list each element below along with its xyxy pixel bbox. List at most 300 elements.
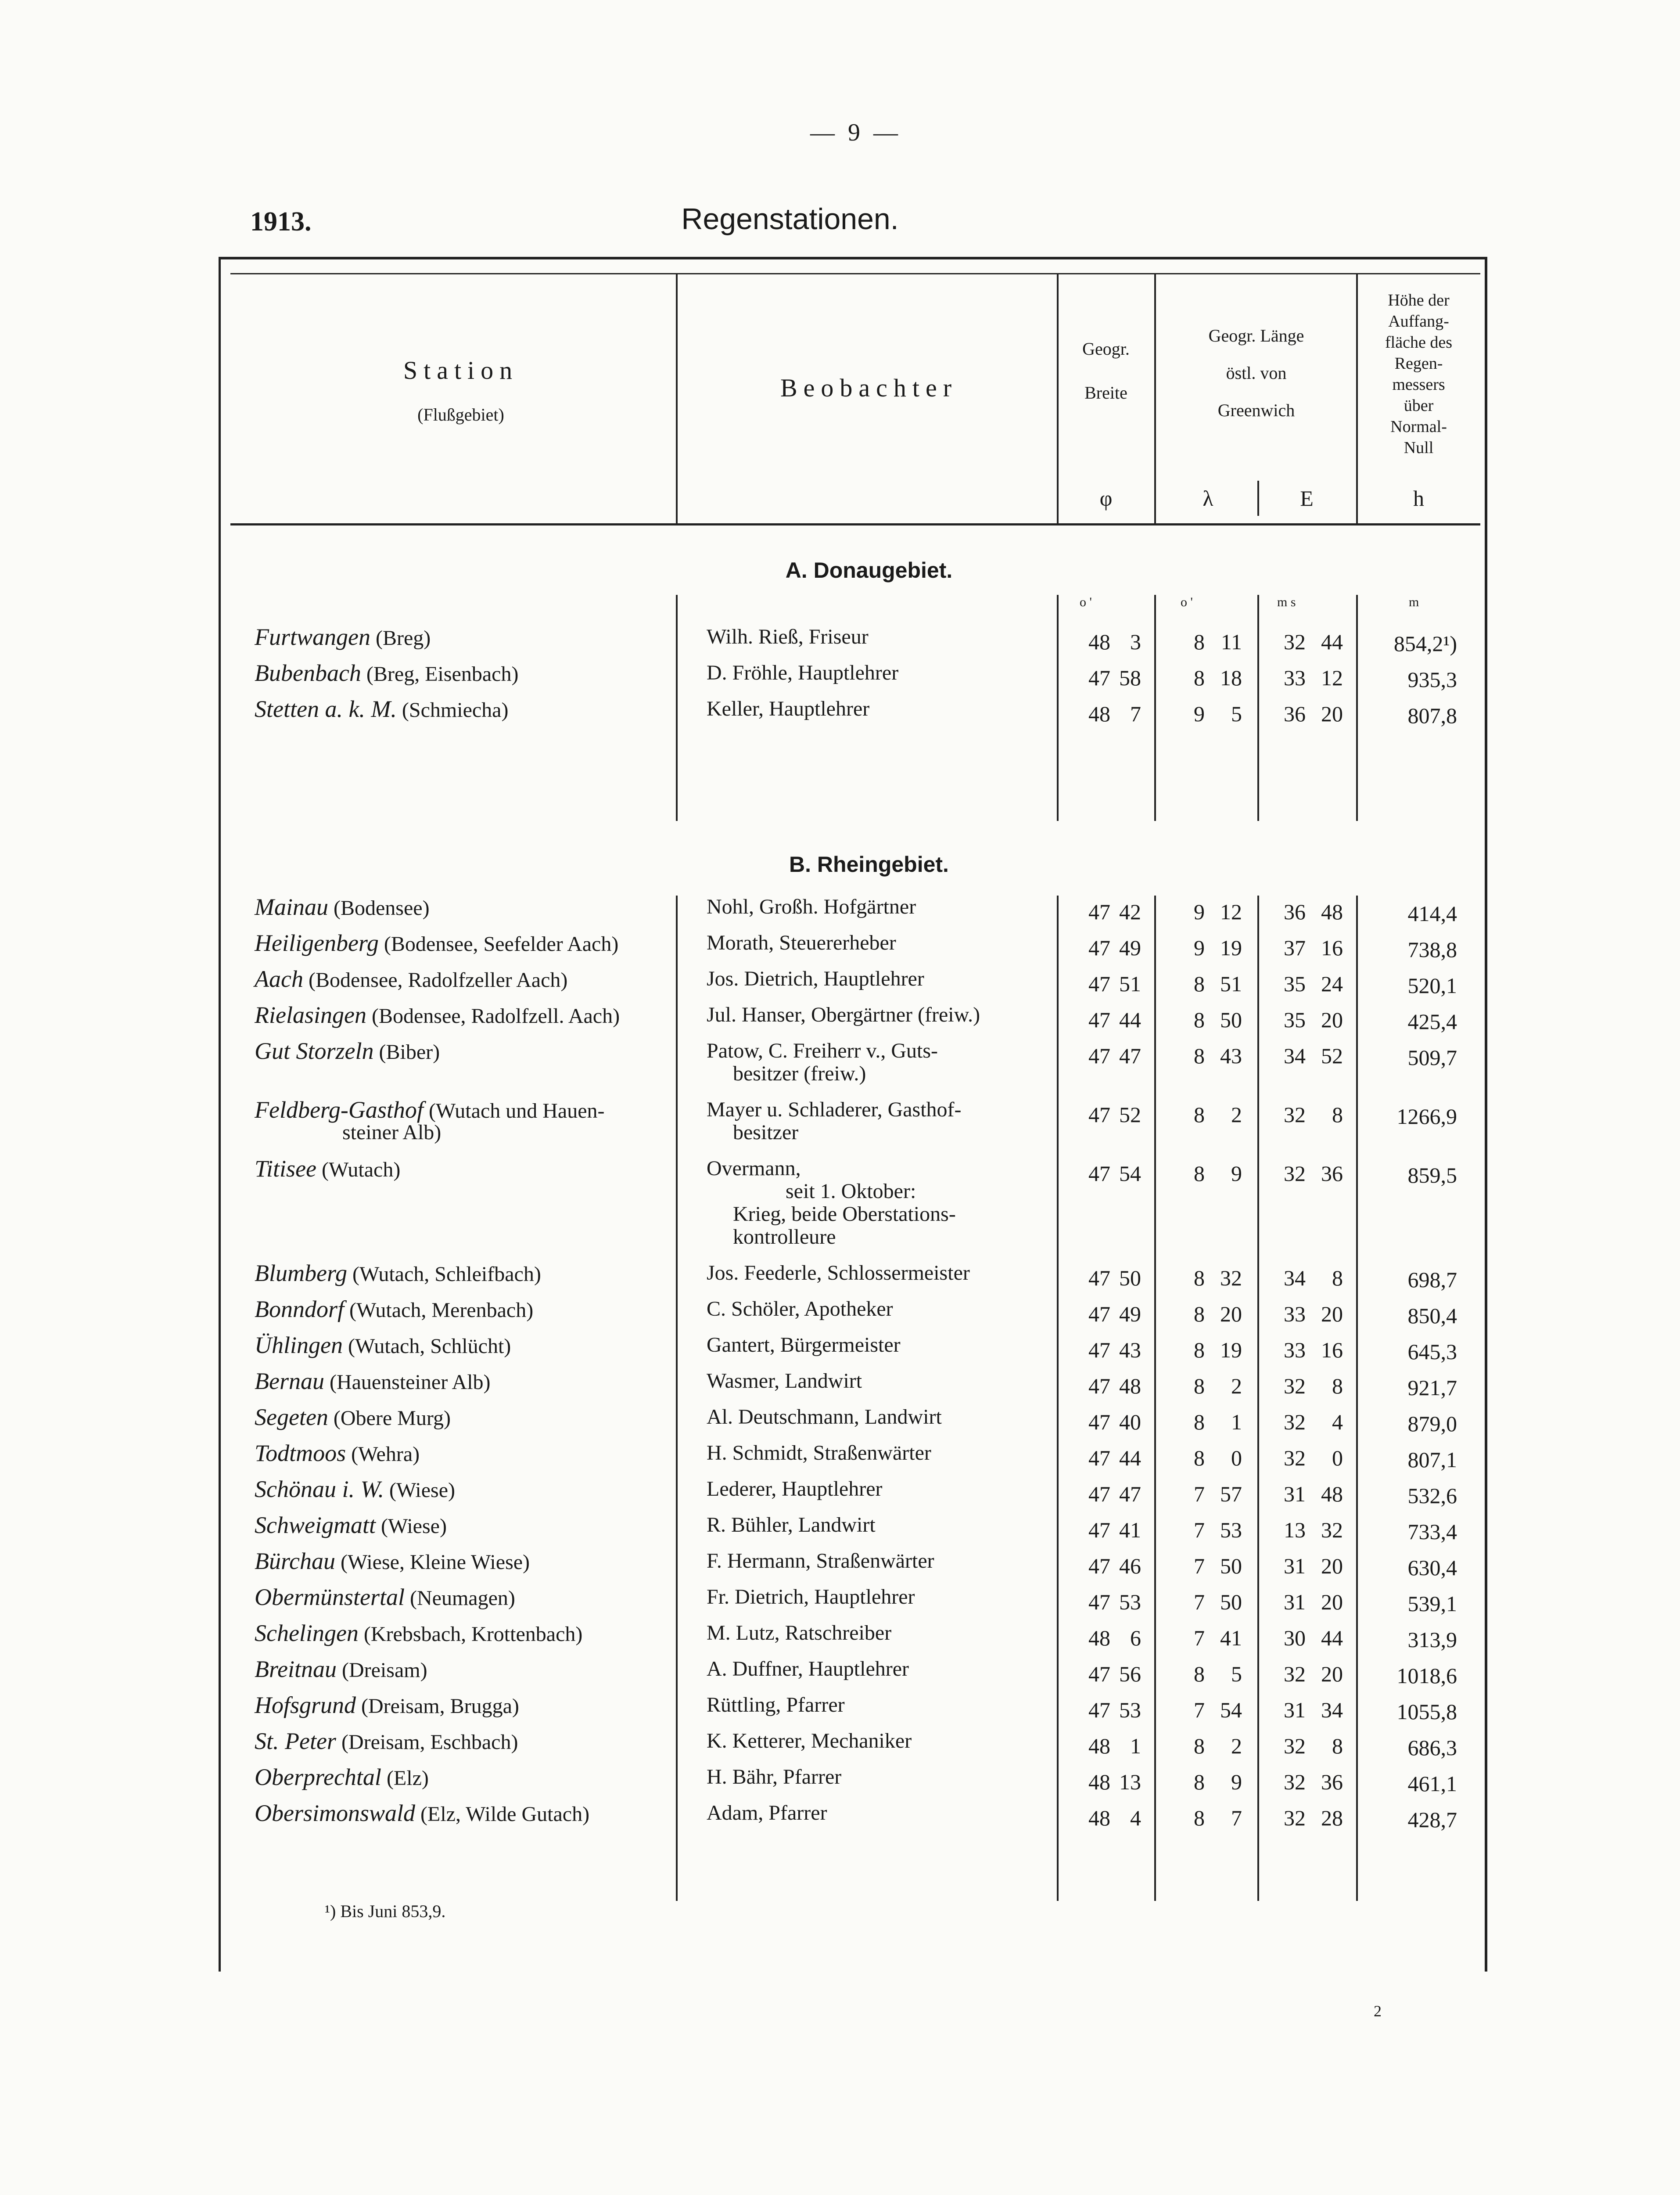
time-minutes: 35 (1284, 1008, 1306, 1032)
lon-minutes: 54 (1220, 1698, 1242, 1722)
lon-degrees: 8 (1194, 1662, 1205, 1686)
time-seconds: 16 (1321, 936, 1343, 960)
time-seconds: 44 (1321, 630, 1343, 654)
time-minutes: 13 (1284, 1518, 1306, 1542)
lon-degrees: 9 (1194, 702, 1205, 726)
unit-time: m s (1277, 595, 1296, 609)
height-value: 854,2¹) (1393, 631, 1457, 656)
height-value: 313,9 (1407, 1627, 1457, 1652)
station-name: Obermünstertal (255, 1584, 405, 1610)
lon-minutes: 2 (1231, 1374, 1242, 1398)
lat-degrees: 47 (1088, 1590, 1110, 1614)
time-seconds: 36 (1321, 1161, 1343, 1186)
lat-degrees: 47 (1088, 1044, 1110, 1068)
lon-minutes: 50 (1220, 1008, 1242, 1032)
station-river: (Breg) (370, 626, 431, 650)
unit-lon: o ' (1181, 595, 1193, 609)
observer-text: besitzer (freiw.) (733, 1062, 866, 1085)
time-seconds: 28 (1321, 1806, 1343, 1830)
lon-degrees: 7 (1194, 1482, 1205, 1506)
observer-text: H. Schmidt, Straßenwärter (707, 1441, 931, 1465)
observer-text: M. Lutz, Ratschreiber (707, 1621, 892, 1644)
observer-text: D. Fröhle, Hauptlehrer (707, 661, 899, 684)
header-lat-2: Breite (1084, 383, 1127, 403)
lon-degrees: 9 (1194, 936, 1205, 960)
table-row-station (255, 1694, 519, 1718)
time-seconds: 48 (1321, 1482, 1343, 1506)
height-value: 807,1 (1407, 1447, 1457, 1472)
lon-degrees: 8 (1194, 1374, 1205, 1398)
station-river: (Elz, Wilde Gutach) (415, 1803, 590, 1826)
time-minutes: 36 (1284, 702, 1306, 726)
lat-degrees: 48 (1088, 630, 1110, 654)
lat-degrees: 47 (1088, 936, 1110, 960)
lat-minutes: 41 (1119, 1518, 1141, 1542)
column-divider-3 (1154, 595, 1156, 821)
lat-degrees: 47 (1088, 1374, 1110, 1398)
time-seconds: 4 (1332, 1410, 1343, 1434)
lon-minutes: 1 (1231, 1410, 1242, 1434)
station-name: Gut Storzeln (255, 1038, 374, 1064)
height-value: 921,7 (1407, 1375, 1457, 1400)
table-row-station (255, 896, 430, 920)
time-minutes: 32 (1284, 1161, 1306, 1186)
time-seconds: 8 (1332, 1374, 1343, 1398)
header-height-line: Null (1404, 439, 1434, 457)
column-divider-2 (1057, 595, 1059, 821)
lon-degrees: 8 (1194, 1044, 1205, 1068)
height-value: 532,6 (1407, 1483, 1457, 1508)
time-seconds: 34 (1321, 1698, 1343, 1722)
time-minutes: 32 (1284, 1662, 1306, 1686)
table-row-station (255, 932, 618, 956)
page-title: Regenstationen. (681, 202, 899, 236)
time-seconds: 20 (1321, 702, 1343, 726)
height-value: 879,0 (1407, 1411, 1457, 1436)
time-minutes: 32 (1284, 1374, 1306, 1398)
section-title: B. Rheingebiet. (789, 852, 949, 877)
lat-minutes: 52 (1119, 1102, 1141, 1127)
lon-degrees: 8 (1194, 1338, 1205, 1362)
lat-degrees: 47 (1088, 1554, 1110, 1578)
lon-minutes: 5 (1231, 1662, 1242, 1686)
height-value: 859,5 (1407, 1163, 1457, 1187)
unit-height: m (1409, 595, 1419, 609)
header-lon-time-symbol: E (1300, 486, 1314, 511)
table-row-station (255, 1658, 427, 1682)
observer-text: kontrolleure (733, 1225, 836, 1249)
lat-minutes: 44 (1119, 1008, 1141, 1032)
table-row-station (255, 1478, 455, 1502)
lon-minutes: 2 (1231, 1734, 1242, 1758)
table-row-station (255, 1442, 420, 1466)
observer-text: Patow, C. Freiherr v., Guts- (707, 1039, 938, 1062)
time-minutes: 31 (1284, 1554, 1306, 1578)
time-minutes: 33 (1284, 1302, 1306, 1326)
lon-degrees: 8 (1194, 1770, 1205, 1794)
lon-minutes: 0 (1231, 1446, 1242, 1470)
time-minutes: 31 (1284, 1482, 1306, 1506)
lat-degrees: 47 (1088, 1482, 1110, 1506)
lon-minutes: 53 (1220, 1518, 1242, 1542)
lat-degrees: 47 (1088, 1302, 1110, 1326)
lat-degrees: 48 (1088, 1626, 1110, 1650)
column-divider-5 (1356, 595, 1358, 821)
header-height-line: Höhe der (1388, 291, 1450, 309)
time-minutes: 32 (1284, 630, 1306, 654)
observer-text: K. Ketterer, Mechaniker (707, 1729, 912, 1752)
observer-text: Jos. Feederle, Schlossermeister (707, 1261, 970, 1285)
station-name: Segeten (255, 1404, 328, 1430)
header-divider-1 (676, 273, 678, 523)
header-divider-3 (1154, 273, 1156, 523)
observer-text: Rüttling, Pfarrer (707, 1693, 845, 1716)
station-name: Schelingen (255, 1620, 359, 1646)
unit-lat: o ' (1080, 595, 1092, 609)
lat-degrees: 47 (1088, 1410, 1110, 1434)
station-river: (Wutach, Merenbach) (344, 1299, 534, 1322)
lat-degrees: 47 (1088, 666, 1110, 690)
page-mark: 2 (1374, 2002, 1382, 2020)
header-lon-2: östl. von (1226, 363, 1287, 383)
lon-degrees: 8 (1194, 1266, 1205, 1290)
lat-degrees: 48 (1088, 1734, 1110, 1758)
observer-text: Mayer u. Schladerer, Gasthof- (707, 1098, 962, 1121)
lat-degrees: 47 (1088, 1662, 1110, 1686)
header-divider-2 (1057, 273, 1059, 523)
lon-degrees: 8 (1194, 1302, 1205, 1326)
table-row-station (255, 1550, 530, 1574)
time-minutes: 32 (1284, 1410, 1306, 1434)
lat-minutes: 50 (1119, 1266, 1141, 1290)
table-row-station (255, 626, 431, 650)
header-height (1358, 290, 1479, 458)
observer-text: Krieg, beide Oberstations- (733, 1202, 956, 1226)
height-value: 738,8 (1407, 937, 1457, 962)
lon-degrees: 7 (1194, 1626, 1205, 1650)
time-seconds: 12 (1321, 666, 1343, 690)
lon-minutes: 19 (1220, 936, 1242, 960)
lat-minutes: 43 (1119, 1338, 1141, 1362)
height-value: 733,4 (1407, 1519, 1457, 1544)
observer-text: A. Duffner, Hauptlehrer (707, 1657, 909, 1680)
height-value: 1055,8 (1396, 1699, 1457, 1724)
time-minutes: 37 (1284, 936, 1306, 960)
time-seconds: 44 (1321, 1626, 1343, 1650)
observer-text: Wasmer, Landwirt (707, 1369, 862, 1393)
column-divider-1 (676, 595, 678, 821)
column-divider-4 (1257, 896, 1259, 1901)
time-seconds: 20 (1321, 1554, 1343, 1578)
time-minutes: 32 (1284, 1734, 1306, 1758)
station-river: (Schmiecha) (396, 698, 509, 722)
station-name: Hofsgrund (255, 1692, 356, 1718)
observer-text: Al. Deutschmann, Landwirt (707, 1405, 942, 1429)
height-value: 509,7 (1407, 1045, 1457, 1070)
lat-minutes: 48 (1119, 1374, 1141, 1398)
lat-minutes: 49 (1119, 936, 1141, 960)
lon-minutes: 50 (1220, 1554, 1242, 1578)
time-seconds: 36 (1321, 1770, 1343, 1794)
station-name: Bonndorf (255, 1296, 345, 1322)
lon-minutes: 12 (1220, 900, 1242, 924)
lon-degrees: 7 (1194, 1590, 1205, 1614)
station-name: Mainau (255, 894, 328, 920)
lat-minutes: 54 (1119, 1161, 1141, 1186)
header-height-symbol: h (1413, 486, 1424, 511)
lon-minutes: 20 (1220, 1302, 1242, 1326)
station-river: (Wutach, Schleifbach) (347, 1263, 541, 1286)
station-river: (Wiese) (384, 1479, 455, 1502)
station-river: (Bodensee, Radolfzell. Aach) (366, 1004, 620, 1028)
lon-degrees: 9 (1194, 900, 1205, 924)
observer-text: Keller, Hauptlehrer (707, 697, 870, 720)
time-seconds: 20 (1321, 1008, 1343, 1032)
time-minutes: 35 (1284, 972, 1306, 996)
time-minutes: 30 (1284, 1626, 1306, 1650)
table-row-station (255, 1098, 605, 1123)
header-lat-symbol: φ (1099, 486, 1113, 511)
lon-minutes: 7 (1231, 1806, 1242, 1830)
station-name: Rielasingen (255, 1002, 366, 1028)
column-divider-4 (1257, 595, 1259, 821)
table-row-station (255, 1406, 451, 1430)
lat-minutes: 3 (1130, 630, 1141, 654)
footnote: ¹) Bis Juni 853,9. (325, 1901, 446, 1921)
time-minutes: 33 (1284, 1338, 1306, 1362)
header-lon-1: Geogr. Länge (1208, 326, 1304, 345)
lon-degrees: 8 (1194, 972, 1205, 996)
header-bottom-rule (230, 523, 1480, 525)
header-height-line: Normal- (1390, 417, 1447, 436)
station-name: Oberprechtal (255, 1764, 381, 1790)
time-minutes: 32 (1284, 1446, 1306, 1470)
observer-text: R. Bühler, Landwirt (707, 1513, 876, 1536)
observer-text: C. Schöler, Apotheker (707, 1297, 893, 1321)
station-river: (Obere Murg) (328, 1407, 451, 1430)
time-seconds: 24 (1321, 972, 1343, 996)
table-row-station (255, 1802, 589, 1826)
station-river: (Dreisam, Eschbach) (336, 1731, 518, 1754)
page-number: — 9 — (810, 119, 901, 146)
time-minutes: 32 (1284, 1770, 1306, 1794)
lat-degrees: 48 (1088, 1770, 1110, 1794)
lat-minutes: 47 (1119, 1482, 1141, 1506)
height-value: 428,7 (1407, 1807, 1457, 1832)
height-value: 520,1 (1407, 973, 1457, 998)
time-minutes: 31 (1284, 1698, 1306, 1722)
station-river: (Wutach und Hauen- (423, 1099, 605, 1123)
station-river: (Wutach) (316, 1158, 401, 1181)
time-seconds: 0 (1332, 1446, 1343, 1470)
time-seconds: 8 (1332, 1102, 1343, 1127)
height-value: 539,1 (1407, 1591, 1457, 1616)
observer-text: Gantert, Bürgermeister (707, 1333, 901, 1357)
section-title: A. Donaugebiet. (785, 558, 953, 583)
table-row-station (255, 1157, 400, 1181)
table-row-station (255, 968, 567, 992)
observer-text: Lederer, Hauptlehrer (707, 1477, 883, 1501)
time-seconds: 52 (1321, 1044, 1343, 1068)
station-name: Todtmoos (255, 1440, 346, 1466)
station-name: Bernau (255, 1368, 324, 1394)
lon-degrees: 8 (1194, 1410, 1205, 1434)
lat-minutes: 56 (1119, 1662, 1141, 1686)
station-river: (Krebsbach, Krottenbach) (358, 1623, 583, 1646)
station-river: (Breg, Eisenbach) (361, 662, 519, 686)
height-value: 461,1 (1407, 1771, 1457, 1796)
column-divider-5 (1356, 896, 1358, 1901)
header-divider-5 (1257, 481, 1259, 516)
lon-minutes: 5 (1231, 702, 1242, 726)
time-minutes: 33 (1284, 666, 1306, 690)
lat-minutes: 51 (1119, 972, 1141, 996)
table-row-station (255, 1334, 511, 1358)
time-seconds: 32 (1321, 1518, 1343, 1542)
station-river: (Bodensee) (328, 896, 430, 920)
lon-minutes: 57 (1220, 1482, 1242, 1506)
height-value: 686,3 (1407, 1735, 1457, 1760)
height-value: 850,4 (1407, 1303, 1457, 1328)
time-minutes: 31 (1284, 1590, 1306, 1614)
lat-degrees: 47 (1088, 1698, 1110, 1722)
time-seconds: 20 (1321, 1662, 1343, 1686)
lat-minutes: 1 (1130, 1734, 1141, 1758)
lon-degrees: 7 (1194, 1518, 1205, 1542)
lon-minutes: 18 (1220, 666, 1242, 690)
lon-degrees: 8 (1194, 1161, 1205, 1186)
column-divider-1 (676, 896, 678, 1901)
time-minutes: 32 (1284, 1102, 1306, 1127)
time-seconds: 8 (1332, 1266, 1343, 1290)
time-minutes: 36 (1284, 900, 1306, 924)
station-river: (Neumagen) (404, 1587, 515, 1610)
header-height-line: messers (1392, 375, 1445, 394)
observer-text: Wilh. Rieß, Friseur (707, 625, 869, 648)
height-value: 414,4 (1407, 901, 1457, 926)
station-name: Titisee (255, 1155, 317, 1182)
lat-degrees: 48 (1088, 1806, 1110, 1830)
table-row-station (255, 1040, 440, 1064)
observer-text: Jul. Hanser, Obergärtner (freiw.) (707, 1003, 980, 1026)
station-name: Heiligenberg (255, 930, 379, 956)
table-top-inner-rule (230, 273, 1480, 274)
lat-minutes: 44 (1119, 1446, 1141, 1470)
observer-text: Fr. Dietrich, Hauptlehrer (707, 1585, 915, 1608)
station-name: St. Peter (255, 1728, 336, 1754)
station-river: (Wiese) (375, 1515, 447, 1538)
station-name: Bürchau (255, 1548, 335, 1574)
observer-text: H. Bähr, Pfarrer (707, 1765, 842, 1788)
lon-minutes: 43 (1220, 1044, 1242, 1068)
lon-minutes: 11 (1221, 630, 1242, 654)
column-divider-2 (1057, 896, 1059, 1901)
table-row-station (255, 662, 518, 686)
table-row-station (255, 1370, 491, 1394)
lon-degrees: 8 (1194, 1008, 1205, 1032)
time-seconds: 16 (1321, 1338, 1343, 1362)
station-river-cont: steiner Alb) (342, 1121, 442, 1144)
header-lat-1: Geogr. (1082, 339, 1130, 359)
station-river: (Bodensee, Seefelder Aach) (378, 932, 619, 956)
station-name: Feldberg-Gasthof (255, 1097, 424, 1123)
time-seconds: 8 (1332, 1734, 1343, 1758)
lon-degrees: 8 (1194, 1446, 1205, 1470)
header-height-line: über (1404, 396, 1434, 415)
station-river: (Dreisam, Brugga) (356, 1695, 519, 1718)
station-river: (Dreisam) (336, 1659, 427, 1682)
observer-text: Overmann, (707, 1157, 801, 1180)
observer-text: seit 1. Oktober: (786, 1180, 916, 1203)
lat-degrees: 47 (1088, 972, 1110, 996)
lat-minutes: 4 (1130, 1806, 1141, 1830)
station-name: Ühlingen (255, 1332, 343, 1358)
time-minutes: 34 (1284, 1044, 1306, 1068)
time-seconds: 20 (1321, 1302, 1343, 1326)
lat-degrees: 47 (1088, 1266, 1110, 1290)
column-divider-3 (1154, 896, 1156, 1901)
station-river: (Bodensee, Radolfzeller Aach) (303, 968, 568, 992)
header-lon-symbol: λ (1203, 486, 1213, 511)
table-row-station (255, 1622, 582, 1646)
lat-degrees: 47 (1088, 1161, 1110, 1186)
table-row-station (255, 1586, 515, 1610)
time-minutes: 34 (1284, 1266, 1306, 1290)
station-name: Blumberg (255, 1260, 347, 1286)
station-river: (Hauensteiner Alb) (324, 1371, 491, 1394)
lon-minutes: 32 (1220, 1266, 1242, 1290)
lon-minutes: 9 (1231, 1161, 1242, 1186)
header-height-line: Auffang- (1388, 312, 1449, 331)
lat-minutes: 13 (1119, 1770, 1141, 1794)
station-name: Schweigmatt (255, 1512, 376, 1538)
time-seconds: 20 (1321, 1590, 1343, 1614)
station-name: Stetten a. k. M. (255, 696, 397, 722)
station-river: (Elz) (381, 1767, 429, 1790)
lon-minutes: 19 (1220, 1338, 1242, 1362)
station-name: Furtwangen (255, 624, 370, 650)
lon-degrees: 8 (1194, 666, 1205, 690)
lat-minutes: 47 (1119, 1044, 1141, 1068)
table-row-station (255, 1004, 620, 1028)
station-river: (Biber) (373, 1040, 440, 1064)
lat-degrees: 47 (1088, 1102, 1110, 1127)
time-seconds: 48 (1321, 900, 1343, 924)
observer-text: besitzer (733, 1121, 799, 1144)
lat-degrees: 47 (1088, 1338, 1110, 1362)
lat-minutes: 7 (1130, 702, 1141, 726)
lat-minutes: 53 (1119, 1590, 1141, 1614)
lat-degrees: 47 (1088, 1008, 1110, 1032)
observer-text: Morath, Steuererheber (707, 931, 896, 954)
table-row-station (255, 1730, 518, 1754)
station-name: Bubenbach (255, 660, 361, 686)
table-row-station (255, 1766, 429, 1790)
header-lon-3: Greenwich (1217, 400, 1295, 420)
observer-text: Adam, Pfarrer (707, 1801, 827, 1824)
height-value: 1018,6 (1396, 1663, 1457, 1688)
lat-minutes: 46 (1119, 1554, 1141, 1578)
height-value: 645,3 (1407, 1339, 1457, 1364)
station-name: Breitnau (255, 1656, 337, 1682)
time-minutes: 32 (1284, 1806, 1306, 1830)
lon-degrees: 8 (1194, 630, 1205, 654)
lat-minutes: 6 (1130, 1626, 1141, 1650)
station-name: Aach (255, 966, 303, 992)
lon-degrees: 8 (1194, 1102, 1205, 1127)
header-divider-4 (1356, 273, 1358, 523)
height-value: 425,4 (1407, 1009, 1457, 1034)
